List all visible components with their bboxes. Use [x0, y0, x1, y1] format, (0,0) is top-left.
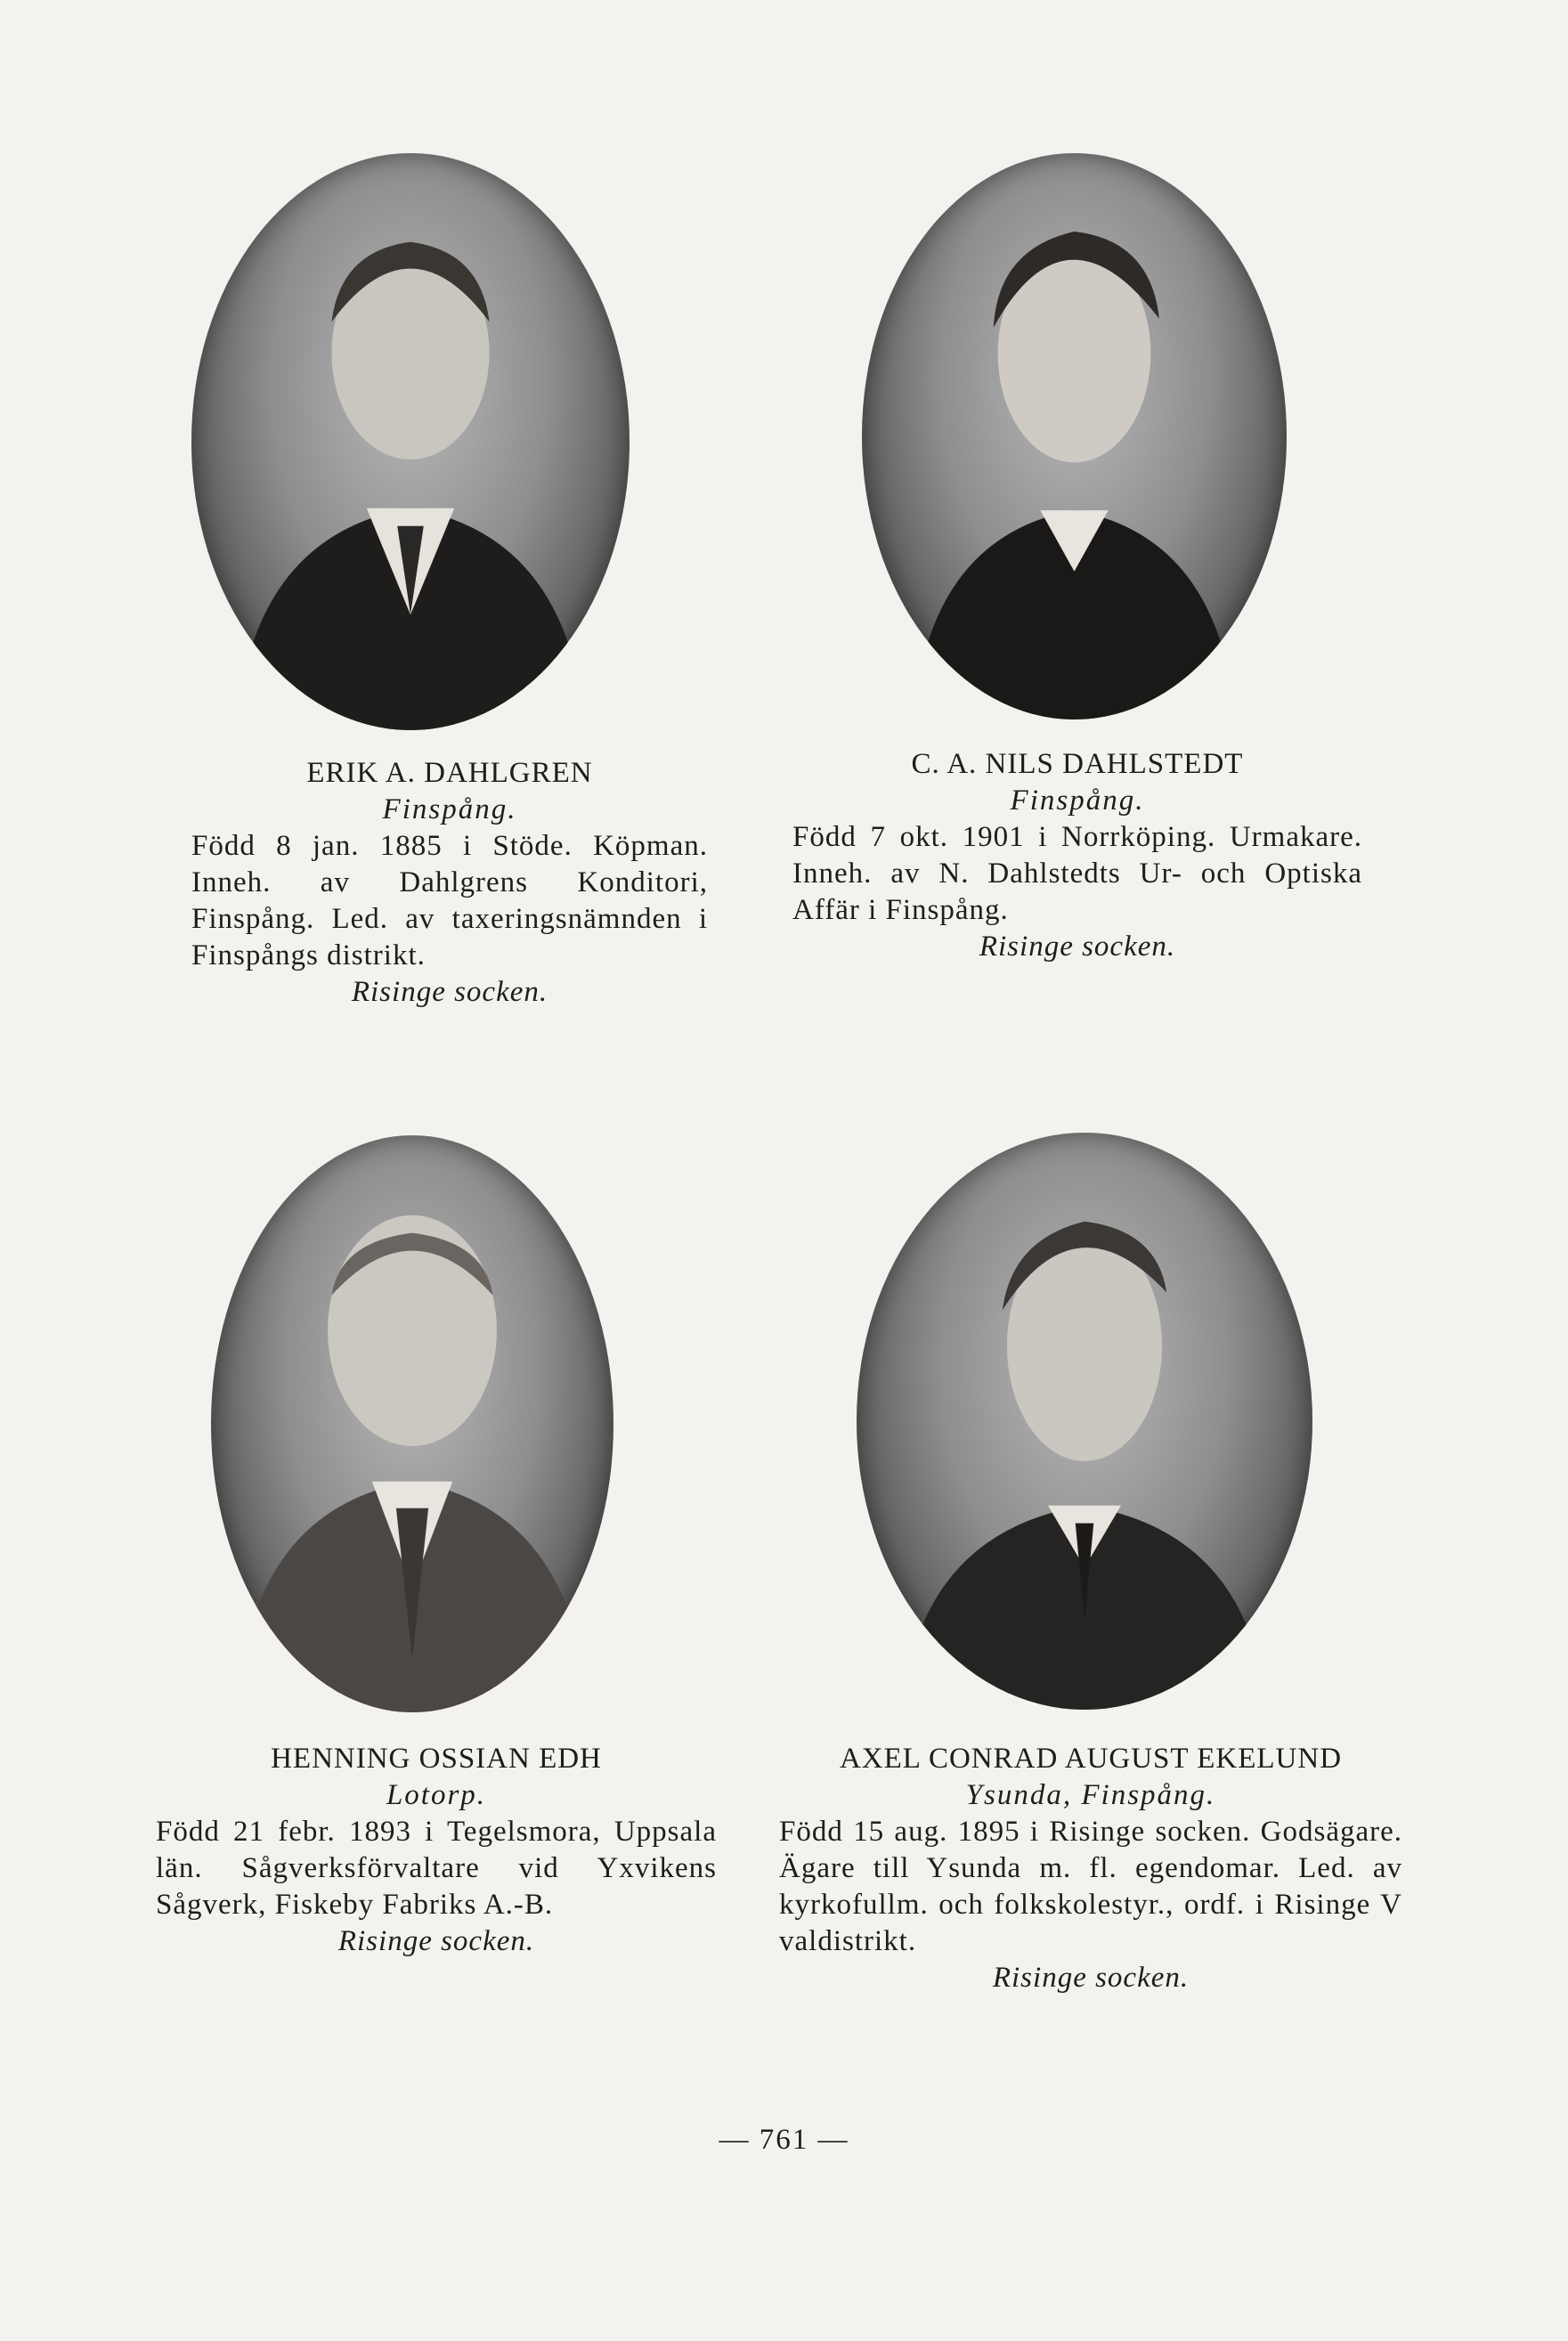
person-name: ERIK A. DAHLGREN: [306, 757, 593, 789]
person-place: Finspång.: [382, 793, 517, 825]
person-name: C. A. NILS DAHLSTEDT: [911, 748, 1244, 780]
page-number: — 761 —: [719, 2124, 849, 2156]
person-parish: Risinge socken.: [979, 931, 1176, 963]
entry-caption: [156, 1741, 717, 1960]
portrait-photo: [862, 153, 1287, 719]
entry-caption: [191, 755, 708, 1011]
person-name: AXEL CONRAD AUGUST EKELUND: [839, 1743, 1343, 1775]
entry-caption: [779, 1741, 1402, 1996]
portrait-photo: [191, 153, 630, 730]
person-bio: Född 21 febr. 1893 i Tegelsmora, Uppsala län. Sågverksförvaltare vid Yxvikens Sågverk, Fiskeby Fabriks A.-B.: [156, 1816, 717, 1921]
person-parish: Risinge socken.: [992, 1962, 1190, 1994]
person-parish: Risinge socken.: [337, 1925, 535, 1957]
portrait-photo: [211, 1135, 613, 1712]
person-bio: Född 8 jan. 1885 i Stöde. Köpman. Inneh. av Dahlgrens Konditori, Finspång. Led. av taxeringsnämnden i Finspångs distrikt.: [191, 830, 708, 971]
person-bio: Född 7 okt. 1901 i Norrköping. Urmakare. Inneh. av N. Dahlstedts Ur- och Optiska Affär i Finspång.: [792, 821, 1362, 926]
person-place: Ysunda, Finspång.: [965, 1779, 1216, 1811]
person-place: Lotorp.: [386, 1779, 487, 1811]
portrait-photo: [857, 1133, 1312, 1710]
entry-caption: [792, 746, 1362, 965]
person-name: HENNING OSSIAN EDH: [271, 1743, 602, 1775]
person-place: Finspång.: [1010, 784, 1145, 817]
person-bio: Född 15 aug. 1895 i Risinge socken. Godsägare. Ägare till Ysunda m. fl. egendomar. Led. av kyrkofullm. och folkskolestyr., ordf. i Risinge V valdistrikt.: [779, 1816, 1402, 1957]
person-parish: Risinge socken.: [351, 976, 548, 1008]
